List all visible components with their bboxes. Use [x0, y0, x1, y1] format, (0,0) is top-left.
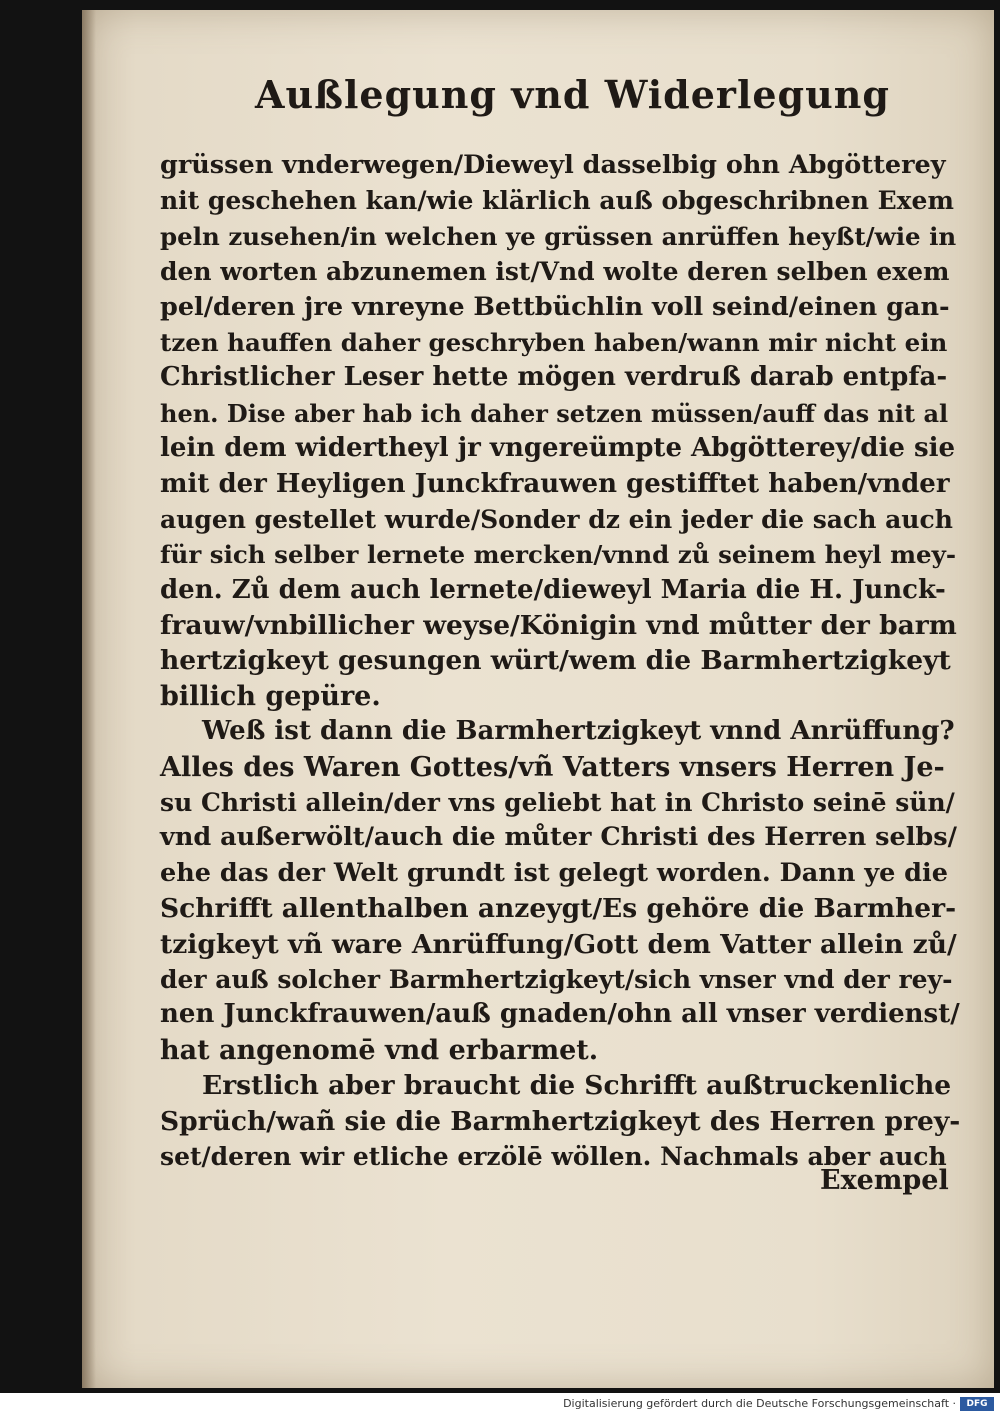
funding-credit: Digitalisierung gefördert durch die Deutsche Forschungsgemeinschaft · — [563, 1397, 956, 1410]
text-line: su Christi allein/der vns geliebt hat in Christo seinē sün/ — [160, 788, 955, 818]
text-line: der auß solcher Barmhertzigkeyt/sich vnser vnd der rey- — [160, 964, 953, 994]
text-line: Christlicher Leser hette mögen verdruß darab entpfa- — [160, 362, 948, 393]
text-line: vnd außerwölt/auch die můter Christi des Herren selbs/ — [160, 822, 957, 853]
text-line: Erstlich aber braucht die Schrifft außtruckenliche — [202, 1070, 952, 1102]
text-line: tzen hauffen daher geschryben haben/wann mir nicht ein — [160, 327, 948, 357]
body-text — [160, 148, 960, 1174]
text-line: Schrifft allenthalben anzeygt/Es gehöre die Barmher- — [160, 893, 957, 925]
text-line: den worten abzunemen ist/Vnd wolte deren selben exem — [160, 257, 950, 287]
text-line: hertzigkeyt gesungen würt/wem die Barmhertzigkeyt — [160, 645, 951, 677]
text-line: lein dem widertheyl jr vngereümpte Abgötterey/die sie — [160, 433, 956, 464]
text-line: Weß ist dann die Barmhertzigkeyt vnnd Anrüffung? — [202, 716, 955, 747]
text-line: billich gepüre. — [160, 680, 381, 712]
text-line: nit geschehen kan/wie klärlich auß obgeschribnen Exem — [160, 186, 954, 216]
text-line: set/deren wir etliche erzölē wöllen. Nachmals aber auch — [160, 1141, 947, 1171]
text-line: Alles des Waren Gottes/vñ Vatters vnsers Herren Je- — [160, 751, 945, 783]
text-line: den. Zů dem auch lernete/dieweyl Maria die H. Junck- — [160, 574, 946, 605]
text-line: augen gestellet wurde/Sonder dz ein jeder die sach auch — [160, 504, 953, 534]
text-line: mit der Heyligen Junckfrauwen gestifftet haben/vnder — [160, 468, 950, 499]
page-gutter-shadow — [82, 10, 96, 1388]
dfg-logo: DFG — [960, 1397, 994, 1411]
text-line: grüssen vnderwegen/Dieweyl dasselbig ohn Abgötterey — [160, 150, 946, 180]
text-line: pel/deren jre vnreyne Bettbüchlin voll seind/einen gan- — [160, 291, 950, 322]
text-line: hen. Dise aber hab ich daher setzen müssen/auff das nit al — [160, 398, 949, 428]
catchword: Exempel — [820, 1165, 949, 1196]
text-line: Sprüch/wañ sie die Barmhertzigkeyt des Herren prey- — [160, 1105, 961, 1137]
text-line: peln zusehen/in welchen ye grüssen anrüffen heyßt/wie in — [160, 221, 957, 251]
text-line: für sich selber lernete mercken/vnnd zů seinem heyl mey- — [160, 540, 956, 570]
footer-bar — [0, 1393, 1000, 1415]
page-header: Außlegung vnd Widerlegung — [255, 72, 890, 117]
text-line: frauw/vnbillicher weyse/Königin vnd můtter der barm — [160, 610, 957, 642]
text-line: tzigkeyt vñ ware Anrüffung/Gott dem Vatter allein zů/ — [160, 928, 957, 960]
text-line: hat angenomē vnd erbarmet. — [160, 1034, 599, 1066]
text-line: nen Junckfrauwen/auß gnaden/ohn all vnser verdienst/ — [160, 999, 960, 1030]
text-line: ehe das der Welt grundt ist gelegt worden. Dann ye die — [160, 857, 948, 888]
